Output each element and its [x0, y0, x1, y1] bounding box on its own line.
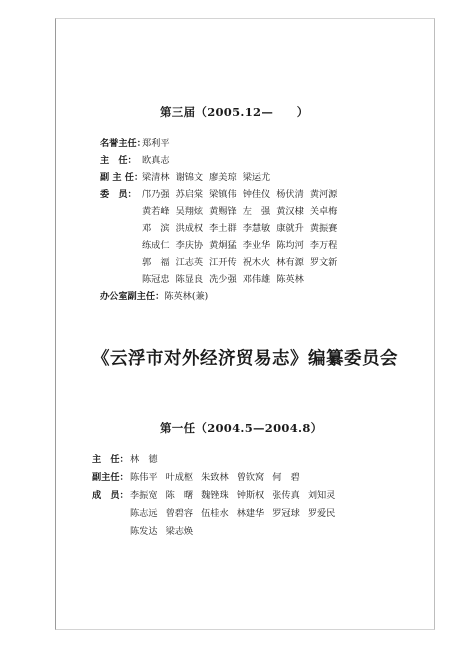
member-name: 黄若峰 [142, 206, 170, 217]
member-name: 李万程 [309, 240, 338, 251]
members-row [100, 188, 343, 201]
member-name: 陈均河 [276, 240, 304, 251]
member-name: 黄汉棣 [276, 206, 304, 217]
member-name: 廖美琼 [209, 172, 237, 183]
members-continued-row [142, 256, 343, 269]
member-name: 林建华 [236, 508, 265, 519]
member-name: 罗爱民 [307, 508, 336, 519]
members-continued-row [142, 205, 343, 218]
member-name: 李振宽 [130, 490, 158, 501]
member-name: 曾钦窝 [236, 472, 265, 483]
member-name: 何 碧 [272, 472, 300, 483]
honorary-director-row [100, 137, 176, 150]
member-name: 陈 曙 [165, 490, 194, 501]
role-label: 委 员： [100, 189, 137, 200]
member-name: 苏启棠 [175, 189, 204, 200]
member-name: 梁清林 [142, 172, 170, 183]
member-name: 朱致林 [201, 472, 229, 483]
member-name: 李庆协 [175, 240, 204, 251]
director-row [100, 154, 176, 167]
member-name: 邓 滨 [142, 223, 170, 234]
member-name: 冼少强 [209, 274, 237, 285]
member-name: 吴翔炫 [175, 206, 204, 217]
members-continued-row [130, 507, 343, 520]
member-name: 黄赐锋 [209, 206, 237, 217]
member-name: 祝木火 [242, 257, 271, 268]
member-name: 康就升 [276, 223, 304, 234]
member-name: 黄河源 [309, 189, 338, 200]
role-label: 办公室副主任： [100, 291, 165, 302]
member-name: 杨伏清 [276, 189, 304, 200]
member-name: 钟斯权 [236, 490, 265, 501]
member-name: 洪成权 [175, 223, 204, 234]
member-name: 邝乃强 [142, 189, 170, 200]
member-name: 练成仁 [142, 240, 170, 251]
member-name: 罗冠球 [272, 508, 300, 519]
member-name: 张传真 [272, 490, 300, 501]
role-label: 主 任： [92, 454, 129, 465]
members-continued-row [142, 273, 310, 286]
member-name: 谢锦文 [175, 172, 204, 183]
deputy-director-row [92, 471, 308, 484]
member-name: 梁运尤 [242, 172, 271, 183]
members-continued-row [130, 525, 201, 538]
member-name: 郑利平 [142, 138, 170, 149]
member-name: 陈志远 [130, 508, 158, 519]
office-deputy-row [100, 290, 214, 303]
member-name: 陈英林(兼) [164, 291, 209, 302]
member-name: 林有源 [276, 257, 304, 268]
member-name: 曾碧容 [165, 508, 194, 519]
member-name: 关卓梅 [309, 206, 338, 217]
role-label: 副 主 任： [100, 172, 144, 183]
member-name: 黄炯猛 [209, 240, 237, 251]
first-term-heading: 第一任（2004.5—2004.8） [160, 421, 323, 435]
member-name: 刘知灵 [307, 490, 336, 501]
member-name: 左 强 [242, 206, 271, 217]
member-name: 陈冠忠 [142, 274, 170, 285]
members-row [92, 489, 343, 502]
member-name: 伍桂水 [201, 508, 229, 519]
member-name: 李土群 [209, 223, 237, 234]
role-label: 成 员： [92, 490, 129, 501]
role-label: 名誉主任： [100, 138, 146, 149]
member-name: 钟佳仪 [242, 189, 271, 200]
member-name: 邓伟雄 [242, 274, 271, 285]
member-name: 李业华 [242, 240, 271, 251]
members-continued-row [142, 239, 343, 252]
member-name: 陈英林 [276, 274, 304, 285]
member-name: 郭 福 [142, 257, 170, 268]
member-name: 林 德 [130, 454, 158, 465]
committee-title: 《云浮市对外经济贸易志》编纂委员会 [92, 349, 398, 369]
director-row [92, 453, 166, 466]
role-label: 副主任： [92, 472, 129, 483]
member-name: 李慧敏 [242, 223, 271, 234]
member-name: 陈发达 [130, 526, 158, 537]
deputy-director-row [100, 171, 276, 184]
member-name: 梁镇伟 [209, 189, 237, 200]
member-name: 陈伟平 [130, 472, 158, 483]
member-name: 罗文新 [309, 257, 338, 268]
member-name: 陈显良 [175, 274, 204, 285]
member-name: 黄振賽 [309, 223, 338, 234]
members-continued-row [142, 222, 343, 235]
member-name: 江开传 [209, 257, 237, 268]
member-name: 欧真志 [142, 155, 170, 166]
role-label: 主 任： [100, 155, 137, 166]
member-name: 魏锉珠 [201, 490, 229, 501]
member-name: 江志英 [175, 257, 204, 268]
third-term-heading: 第三届（2005.12— ） [160, 105, 309, 119]
member-name: 叶成枢 [165, 472, 194, 483]
member-name: 梁志焕 [165, 526, 194, 537]
